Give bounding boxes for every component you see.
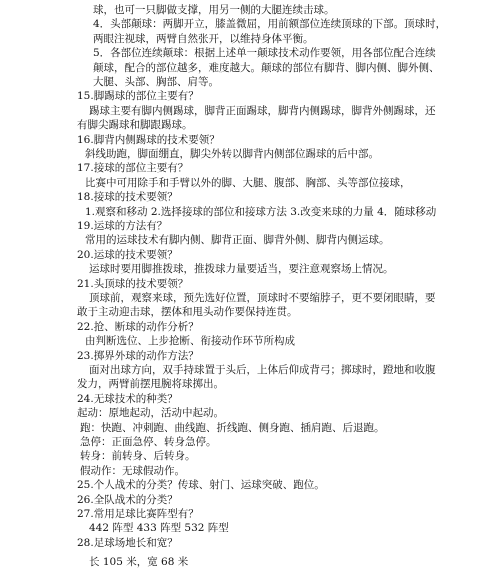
text-line: 颠球，配合的部位越多，难度越大。颠球的部位有脚背、脚内侧、脚外侧、	[93, 62, 440, 74]
question-heading: 24.无球技术的种类？	[77, 393, 178, 405]
text-line: 转身：前转身、后转身。	[80, 450, 196, 462]
text-line: 5．各部位连续颠球：根据上述单一颠球技术动作要领，用各部位配合连续	[93, 47, 436, 59]
text-line: 常用的运球技术有脚内侧、脚背正面、脚背外侧、脚背内侧运球。	[85, 234, 390, 246]
text-line: 442 阵型 433 阵型 532 阵型	[89, 522, 229, 534]
text-line: 大腿、头部、胸部、肩等。	[93, 76, 219, 88]
text-line: 跑：快跑、冲刺跑、曲线跑、折线跑、侧身跑、插肩跑、后退跑。	[80, 422, 385, 434]
text-line: 长 105 米，宽 68 米	[89, 556, 189, 568]
text-line: 发力，两臂前摆甩腕将球掷出。	[77, 378, 224, 390]
text-line: 顶球前，观察来球，预先选好位置，顶球时不要缩脖子，更不要闭眼睛，要	[89, 292, 436, 304]
question-heading: 16.脚背内侧踢球的技术要领？	[77, 134, 220, 146]
text-line: 起动：原地起动，活动中起动。	[77, 407, 224, 419]
question-heading: 21.头顶球的技术要领？	[77, 278, 189, 290]
question-heading: 25.个人战术的分类？传球、射门、运球突破、跑位。	[77, 479, 325, 491]
question-heading: 20.运球的技术要领？	[77, 249, 178, 261]
question-heading: 15.脚踢球的部位主要有？	[77, 90, 199, 102]
text-line: 球，也可一只脚做支撑，用另一侧的大腿连续击球。	[93, 4, 335, 16]
text-line: 面对出球方向，双手持球置于头后，上体后仰成背弓；掷球时，蹬地和收腹	[89, 364, 436, 376]
question-heading: 28.足球场地长和宽？	[77, 537, 178, 549]
text-line: 4．头部颠球：两脚开立，膝盖微屈，用前额部位连续顶球的下部。顶球时，	[93, 18, 447, 30]
text-line: 斜线助跑，脚面绷直，脚尖外转以脚背内侧部位踢球的后中部。	[85, 148, 379, 160]
text-line: 由判断选位、上步抢断、衔接动作环节所构成	[85, 335, 295, 347]
text-line: 急停：正面急停、转身急停。	[80, 436, 217, 448]
text-line: 运球时要用脚推拨球，推拨球力量要适当，要注意观察场上情况。	[89, 263, 394, 275]
question-heading: 23.掷界外球的动作方法？	[77, 350, 199, 362]
question-heading: 27.常用足球比赛阵型有？	[77, 508, 199, 520]
text-line: 假动作：无球假动作。	[80, 465, 185, 477]
question-heading: 26.全队战术的分类？	[77, 494, 178, 506]
text-line: 有脚尖踢球和脚跟踢球。	[77, 119, 193, 131]
question-heading: 22.抢、断球的动作分析？	[77, 321, 199, 333]
text-line: 两眼注视球，两臂自然张开，以维持身体平衡。	[93, 33, 314, 45]
question-heading: 19.运球的方法有？	[77, 220, 168, 232]
text-line: 踢球主要有脚内侧踢球，脚背正面踢球，脚背内侧踢球，脚背外侧踢球，还	[89, 105, 436, 117]
text-line: 1.观察和移动 2.选择接球的部位和接球方法 3.改变来球的力量 4．随球移动	[85, 206, 437, 218]
question-heading: 17.接球的部位主要有？	[77, 162, 189, 174]
text-line: 比赛中可用除手和手臂以外的脚、大腿、腹部、胸部、头等部位接球，	[85, 177, 411, 189]
question-heading: 18.接球的技术要领？	[77, 191, 178, 203]
text-line: 敢于主动迎击球，摆体和甩头动作要保持连贯。	[77, 306, 298, 318]
